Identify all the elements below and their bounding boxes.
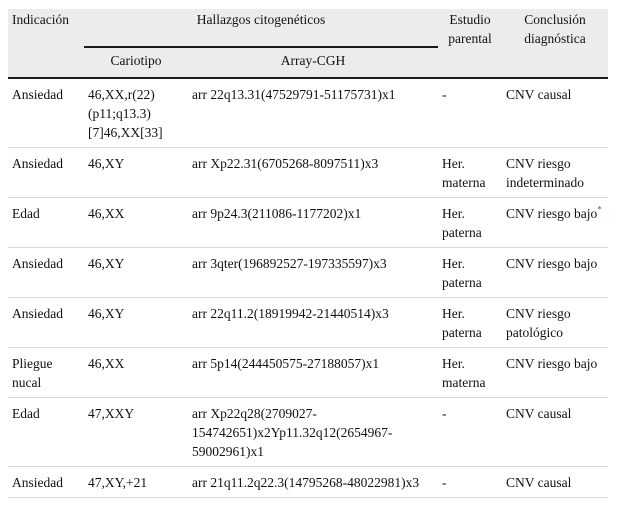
cell-cariotipo [84, 248, 188, 298]
cell-cariotipo [84, 348, 188, 398]
header-array-cgh: Array-CGH [188, 47, 438, 78]
cell-array [188, 78, 438, 148]
estudio-text: Her. materna [442, 356, 486, 390]
array-text: arr Xp22q28(2709027-154742651)x2Yp11.32q12(2654967-59002961)x1 [192, 406, 393, 459]
cell-array [188, 148, 438, 198]
table-body [8, 78, 608, 498]
cell-conclusion [502, 248, 608, 298]
indicacion-text: Ansiedad [12, 256, 63, 271]
cell-indicacion [8, 467, 84, 498]
conclusion-text: CNV causal [506, 87, 572, 102]
table-header [8, 9, 608, 78]
cell-cariotipo [84, 148, 188, 198]
table-row [8, 148, 608, 198]
indicacion-text: Ansiedad [12, 475, 63, 490]
estudio-text: Her. paterna [442, 206, 482, 240]
estudio-text: - [442, 475, 447, 490]
table-row [8, 348, 608, 398]
table-row [8, 248, 608, 298]
array-text: arr 22q11.2(18919942-21440514)x3 [192, 306, 389, 321]
cell-indicacion [8, 298, 84, 348]
indicacion-text: Ansiedad [12, 306, 63, 321]
header-conclusion: Conclusión diagnóstica [502, 9, 608, 78]
cell-conclusion [502, 78, 608, 148]
conclusion-text: CNV riesgo indeterminado [506, 156, 584, 190]
cariotipo-text: 47,XXY [88, 406, 135, 421]
cell-estudio [438, 348, 502, 398]
array-text: arr 22q13.31(47529791-51175731)x1 [192, 87, 396, 102]
cell-conclusion [502, 148, 608, 198]
estudio-text: - [442, 406, 447, 421]
table-row [8, 298, 608, 348]
table-row [8, 78, 608, 148]
cytogenetic-findings-table [8, 9, 608, 498]
cell-indicacion [8, 248, 84, 298]
indicacion-text: Edad [12, 206, 40, 221]
cell-estudio [438, 298, 502, 348]
cell-cariotipo [84, 78, 188, 148]
array-text: arr 21q11.2q22.3(14795268-48022981)x3 [192, 475, 420, 490]
array-text: arr Xp22.31(6705268-8097511)x3 [192, 156, 379, 171]
estudio-text: - [442, 87, 447, 102]
table-row [8, 398, 608, 467]
cariotipo-text: 46,XX [88, 356, 125, 371]
cariotipo-text: 46,XY [88, 256, 125, 271]
cariotipo-text: 46,XY [88, 156, 125, 171]
array-text: arr 9p24.3(211086-1177202)x1 [192, 206, 362, 221]
estudio-text: Her. paterna [442, 306, 482, 340]
cariotipo-text: 46,XX [88, 206, 125, 221]
cariotipo-text: 46,XY [88, 306, 125, 321]
cell-estudio [438, 148, 502, 198]
conclusion-text: CNV riesgo bajo [506, 206, 598, 221]
cell-cariotipo [84, 398, 188, 467]
footnote-link[interactable]: * [597, 204, 602, 215]
cell-cariotipo [84, 467, 188, 498]
header-hallazgos: Hallazgos citogenéticos [84, 9, 438, 47]
array-text: arr 5p14(244450575-27188057)x1 [192, 356, 380, 371]
table-row [8, 198, 608, 248]
cell-indicacion [8, 398, 84, 467]
cell-array [188, 248, 438, 298]
indicacion-text: Edad [12, 406, 40, 421]
estudio-text: Her. materna [442, 156, 486, 190]
cell-array [188, 467, 438, 498]
conclusion-text: CNV riesgo bajo [506, 256, 598, 271]
cell-array [188, 348, 438, 398]
table-row [8, 467, 608, 498]
cell-indicacion [8, 78, 84, 148]
cell-cariotipo [84, 198, 188, 248]
cell-conclusion [502, 467, 608, 498]
array-text: arr 3qter(196892527-197335597)x3 [192, 256, 387, 271]
cell-conclusion [502, 398, 608, 467]
cell-estudio [438, 398, 502, 467]
estudio-text: Her. paterna [442, 256, 482, 290]
conclusion-text: CNV causal [506, 406, 572, 421]
indicacion-text: Ansiedad [12, 87, 63, 102]
cell-cariotipo [84, 298, 188, 348]
conclusion-text: CNV riesgo patológico [506, 306, 571, 340]
conclusion-text: CNV riesgo bajo [506, 356, 598, 371]
indicacion-text: Ansiedad [12, 156, 63, 171]
header-cariotipo: Cariotipo [84, 47, 188, 78]
conclusion-text: CNV causal [506, 475, 572, 490]
cell-estudio [438, 248, 502, 298]
cell-array [188, 398, 438, 467]
cell-estudio [438, 78, 502, 148]
cell-array [188, 198, 438, 248]
cell-conclusion [502, 298, 608, 348]
cell-indicacion [8, 148, 84, 198]
indicacion-text: Pliegue nucal [12, 356, 53, 390]
cell-estudio [438, 467, 502, 498]
header-estudio-parental: Estudio parental [438, 9, 502, 78]
cell-array [188, 298, 438, 348]
cell-conclusion [502, 348, 608, 398]
header-indicacion: Indicación [8, 9, 84, 78]
cariotipo-text: 47,XY,+21 [88, 475, 148, 490]
cariotipo-text: 46,XX,r(22)(p11;q13.3)[7]46,XX[33] [88, 87, 163, 140]
cell-estudio [438, 198, 502, 248]
cell-indicacion [8, 348, 84, 398]
cell-conclusion [502, 198, 608, 248]
cell-indicacion [8, 198, 84, 248]
